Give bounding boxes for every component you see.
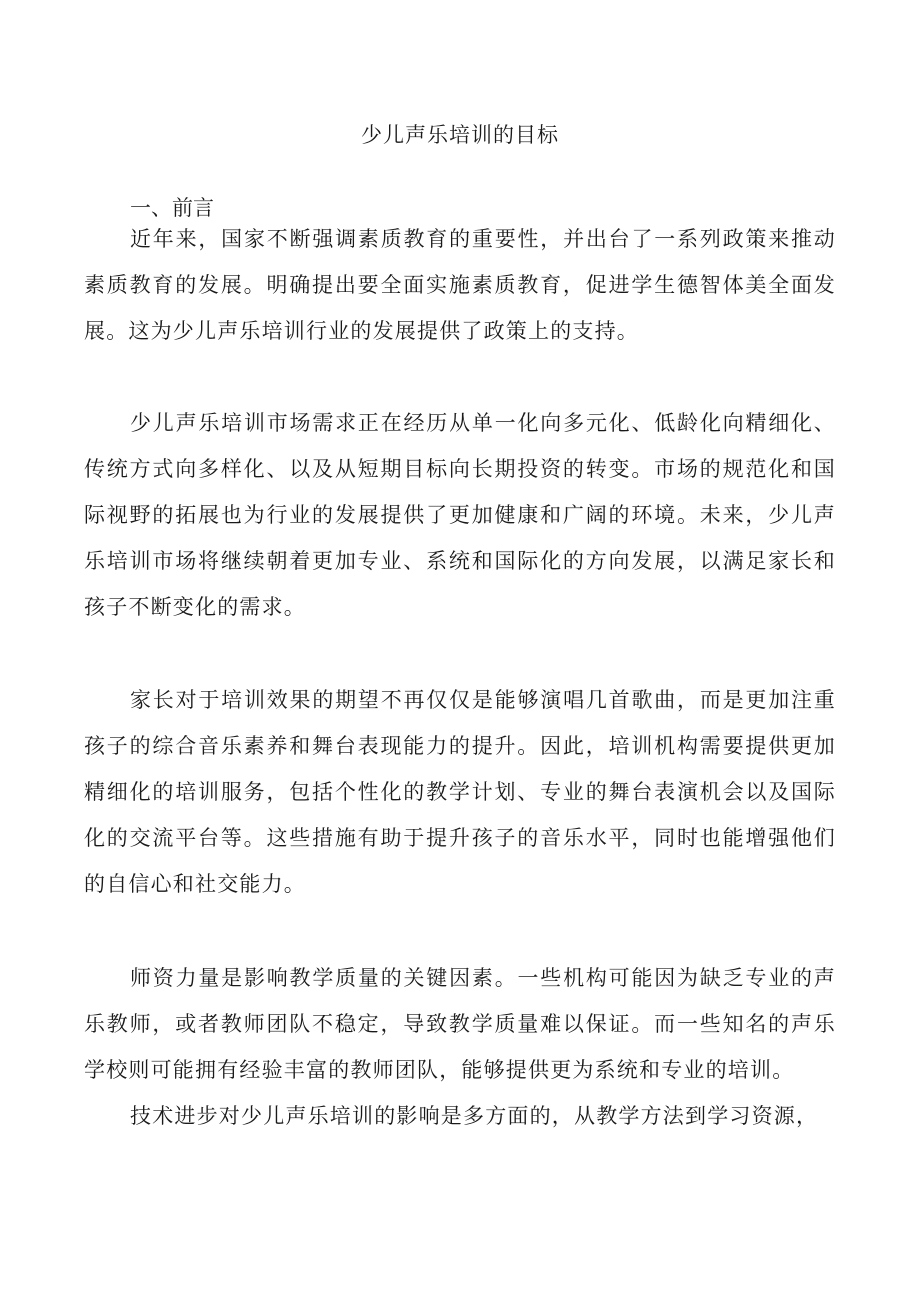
paragraph: 师资力量是影响教学质量的关键因素。一些机构可能因为缺乏专业的声乐教师，或者教师团队不稳定，导致教学质量难以保证。而一些知名的声乐学校则可能拥有经验丰富的教师团队，能够提供更为系统和专业的培训。 [84, 966, 836, 1082]
paragraph: 少儿声乐培训市场需求正在经历从单一化向多元化、低龄化向精细化、传统方式向多样化、以及从短期目标向长期投资的转变。市场的规范化和国际视野的拓展也为行业的发展提供了更加健康和广阔的环境。未来，少儿声乐培训市场将继续朝着更加专业、系统和国际化的方向发展，以满足家长和孩子不断变化的需求。 [84, 411, 836, 619]
page-title: 少儿声乐培训的目标 [361, 123, 559, 147]
paragraph: 近年来，国家不断强调素质教育的重要性，并出台了一系列政策来推动素质教育的发展。明确提出要全面实施素质教育，促进学生德智体美全面发展。这为少儿声乐培训行业的发展提供了政策上的支持。 [84, 227, 836, 343]
paragraph: 技术进步对少儿声乐培训的影响是多方面的，从教学方法到学习资源， [130, 1104, 819, 1128]
paragraph: 家长对于培训效果的期望不再仅仅是能够演唱几首歌曲，而是更加注重孩子的综合音乐素养和舞台表现能力的提升。因此，培训机构需要提供更加精细化的培训服务，包括个性化的教学计划、专业的舞台表演机会以及国际化的交流平台等。这些措施有助于提升孩子的音乐水平，同时也能增强他们的自信心和社交能力。 [84, 688, 836, 896]
section-heading: 一、前言 [130, 196, 214, 220]
